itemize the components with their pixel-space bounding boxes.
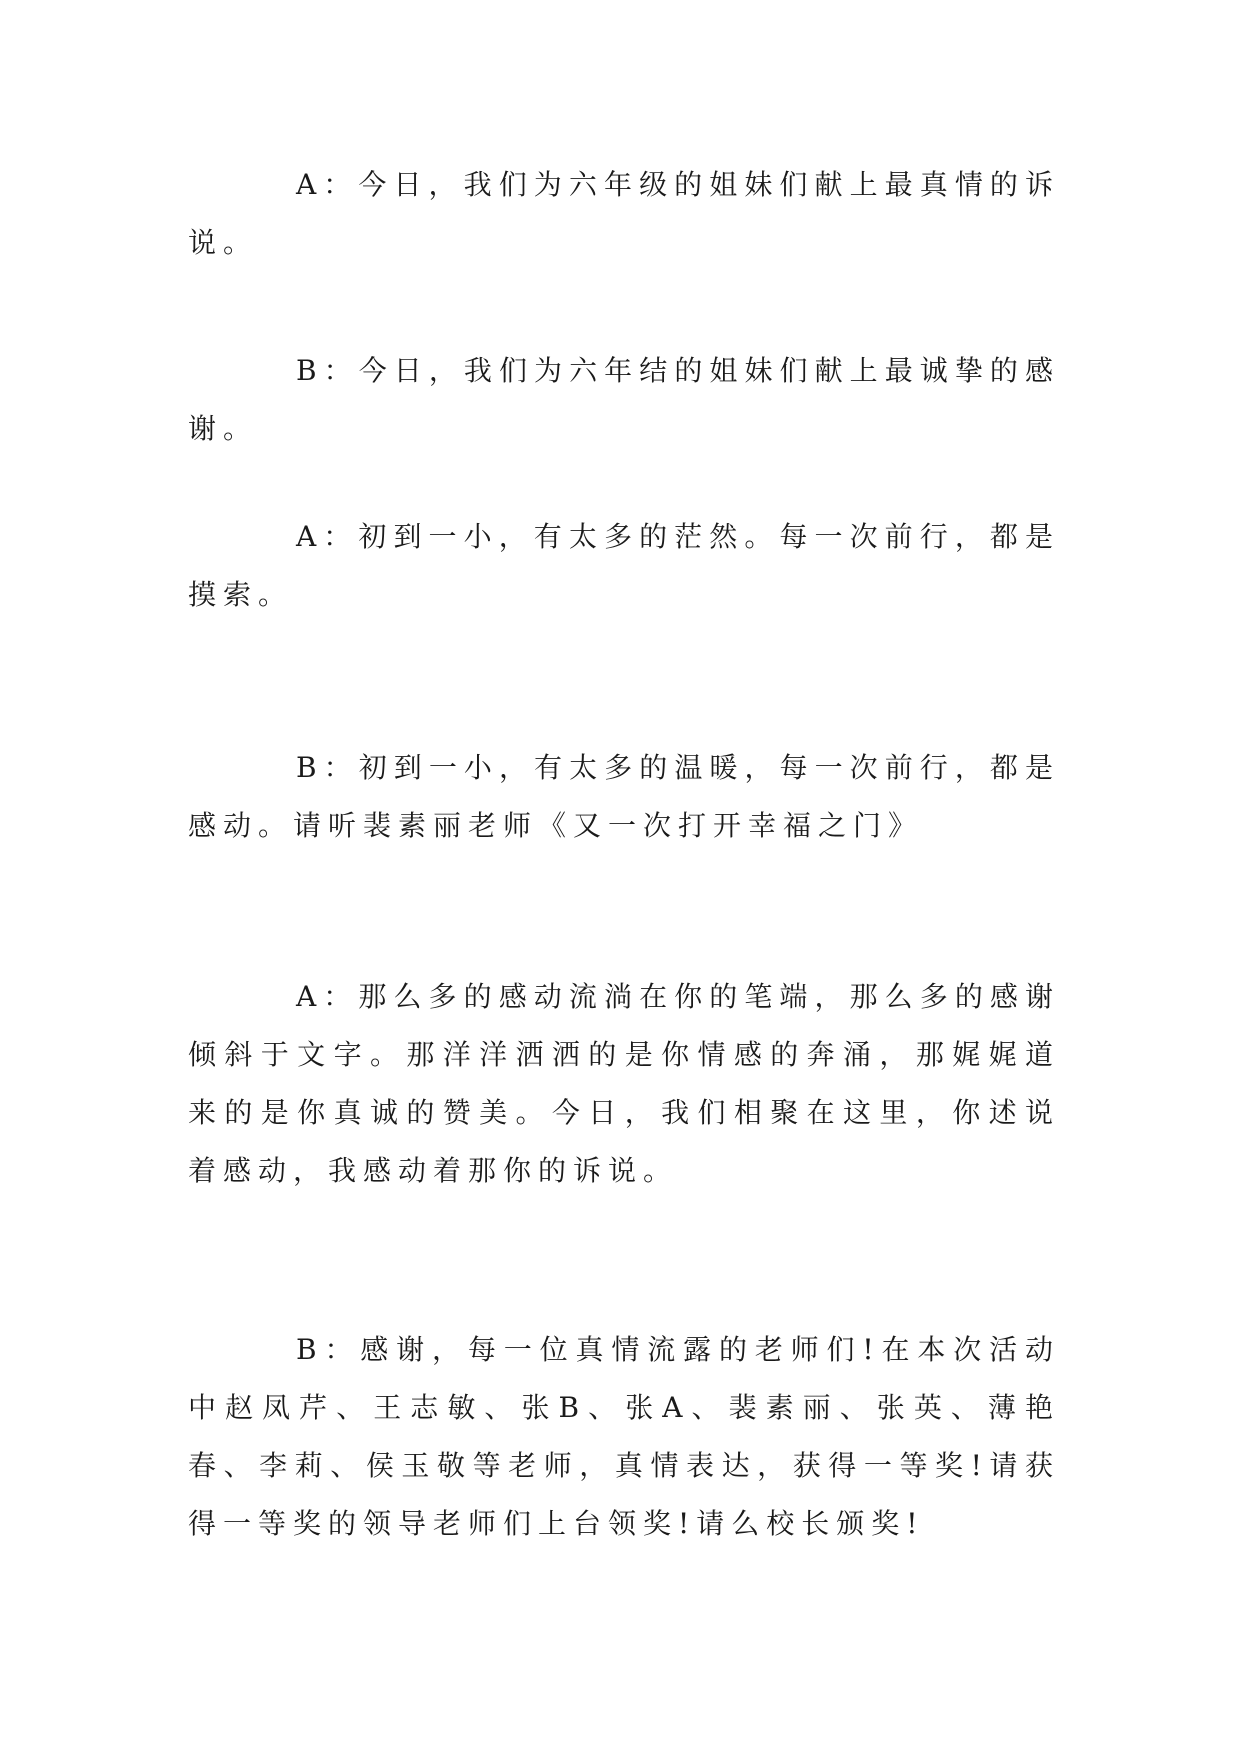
paragraph-3: A：初到一小，有太多的茫然。每一次前行，都是摸索。 bbox=[188, 520, 1060, 611]
paragraph-2: B：今日，我们为六年结的姐妹们献上最诚挚的感谢。 bbox=[188, 354, 1060, 445]
paragraph-5: A：那么多的感动流淌在你的笔端，那么多的感谢倾斜于文字。那洋洋洒洒的是你情感的奔涌，那娓娓道来的是你真诚的赞美。今日，我们相聚在这里，你述说着感动，我感动着那你的诉说。 bbox=[188, 980, 1060, 1187]
paragraph-4: B：初到一小，有太多的温暖，每一次前行，都是感动。请听裴素丽老师《又一次打开幸福之门》 bbox=[188, 751, 1060, 842]
paragraph-6: B：感谢，每一位真情流露的老师们!在本次活动中赵凤芹、王志敏、张B、张A、裴素丽、张英、薄艳春、李莉、侯玉敬等老师，真情表达，获得一等奖!请获得一等奖的领导老师们上台领奖!请么校长颁奖! bbox=[188, 1333, 1060, 1540]
paragraph-1: A：今日，我们为六年级的姐妹们献上最真情的诉说。 bbox=[188, 168, 1060, 259]
